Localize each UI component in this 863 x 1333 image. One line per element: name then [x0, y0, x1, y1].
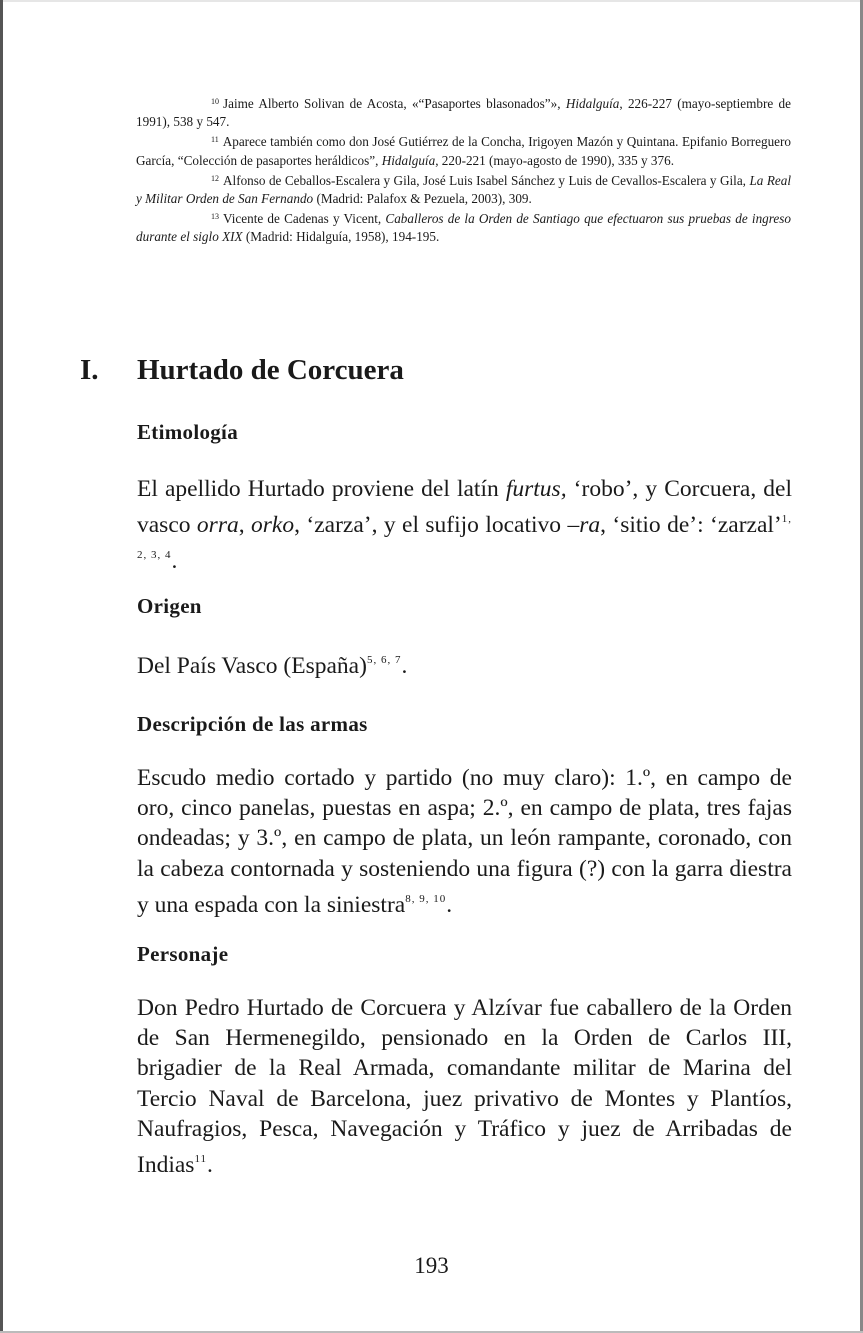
page-edge-left [0, 0, 3, 1333]
page-edge-top [0, 0, 863, 2]
footnote-11: $^{11}$ Aparece también como don José Gutiérrez de la Concha, Irigoyen Mazón y Quintana. Epifanio Borreguero García, “Colección de pasaportes heráldicos”, Hidalguía, 220-221 (mayo-agosto de 1990), 335 y 376. [136, 134, 791, 168]
footnote-10: $^{10}$ Jaime Alberto Solivan de Acosta, «“Pasaportes blasonados”», Hidalguía, 226-227 (mayo-septiembre de 1991), 538 y 547. [136, 96, 791, 130]
page-number: 193 [414, 1253, 449, 1278]
section-heading-origen: Origen [137, 594, 202, 618]
reference-marks: 1, 2, 3, 4 [137, 513, 793, 562]
chapter-title: Hurtado de Corcuera [137, 354, 404, 386]
footnote-number: 10 [211, 97, 219, 106]
footnotes-block [136, 93, 791, 247]
footnote-number: 13 [211, 212, 219, 222]
footnote-13: $^{13}$ Vicente de Cadenas y Vicent, Caballeros de la Orden de Santiago que efectuaron sus pruebas de ingreso durante el siglo XIX (Madrid: Hidalguía, 1958), 194-195. [136, 211, 791, 245]
paragraph-origen: Del País Vasco (España)$^{5, 6, 7}$. [137, 653, 408, 679]
reference-marks: 5, 6, 7 [366, 654, 402, 666]
paragraph-personaje: Don Pedro Hurtado de Corcuera y Alzívar fue caballero de la Orden de San Hermenegildo, pensionado en la Orden de Carlos III, brigadier de la Real Armada, comandante militar de Marina del Tercio Naval de Barcelona, juez privativo de Montes y Plantíos, Naufragios, Pesca, Navegación y Tráfico y juez de Arribadas de Indias$^{11}$. [137, 995, 792, 1179]
paragraph-armas: Escudo medio cortado y partido (no muy claro): 1.º, en campo de oro, cinco panelas, puestas en aspa; 2.º, en campo de plata, tres fajas ondeadas; y 3.º, en campo de plata, un león rampante, coronado, con la cabeza contornada y sosteniendo una figura (?) con la garra diestra y una espada con la siniestra$^{8, 9, 10}$. [137, 765, 792, 918]
chapter-number: I. [80, 354, 99, 386]
section-heading-armas: Descripción de las armas [137, 712, 368, 736]
footnote-12: $^{12}$ Alfonso de Ceballos-Escalera y Gila, José Luis Isabel Sánchez y Luis de Cevallos-Escalera y Gila, La Real y Militar Orden de San Fernando (Madrid: Palafox & Pezuela, 2003), 309. [136, 172, 791, 207]
paragraph-etimologia: El apellido Hurtado proviene del latín furtus, ‘robo’, y Corcuera, del vasco orra, orko, ‘zarza’, y el sufijo locativo –ra, ‘sitio de’: ‘zarzal’$^{1, 2, 3, 4}$. [137, 476, 793, 575]
footnote-number: 12 [211, 173, 219, 183]
reference-marks: 11 [194, 1153, 208, 1166]
section-heading-etimologia: Etimología [137, 420, 238, 444]
section-heading-personaje: Personaje [137, 942, 229, 966]
reference-marks: 8, 9, 10 [405, 892, 447, 905]
footnote-number: 11 [211, 135, 219, 145]
